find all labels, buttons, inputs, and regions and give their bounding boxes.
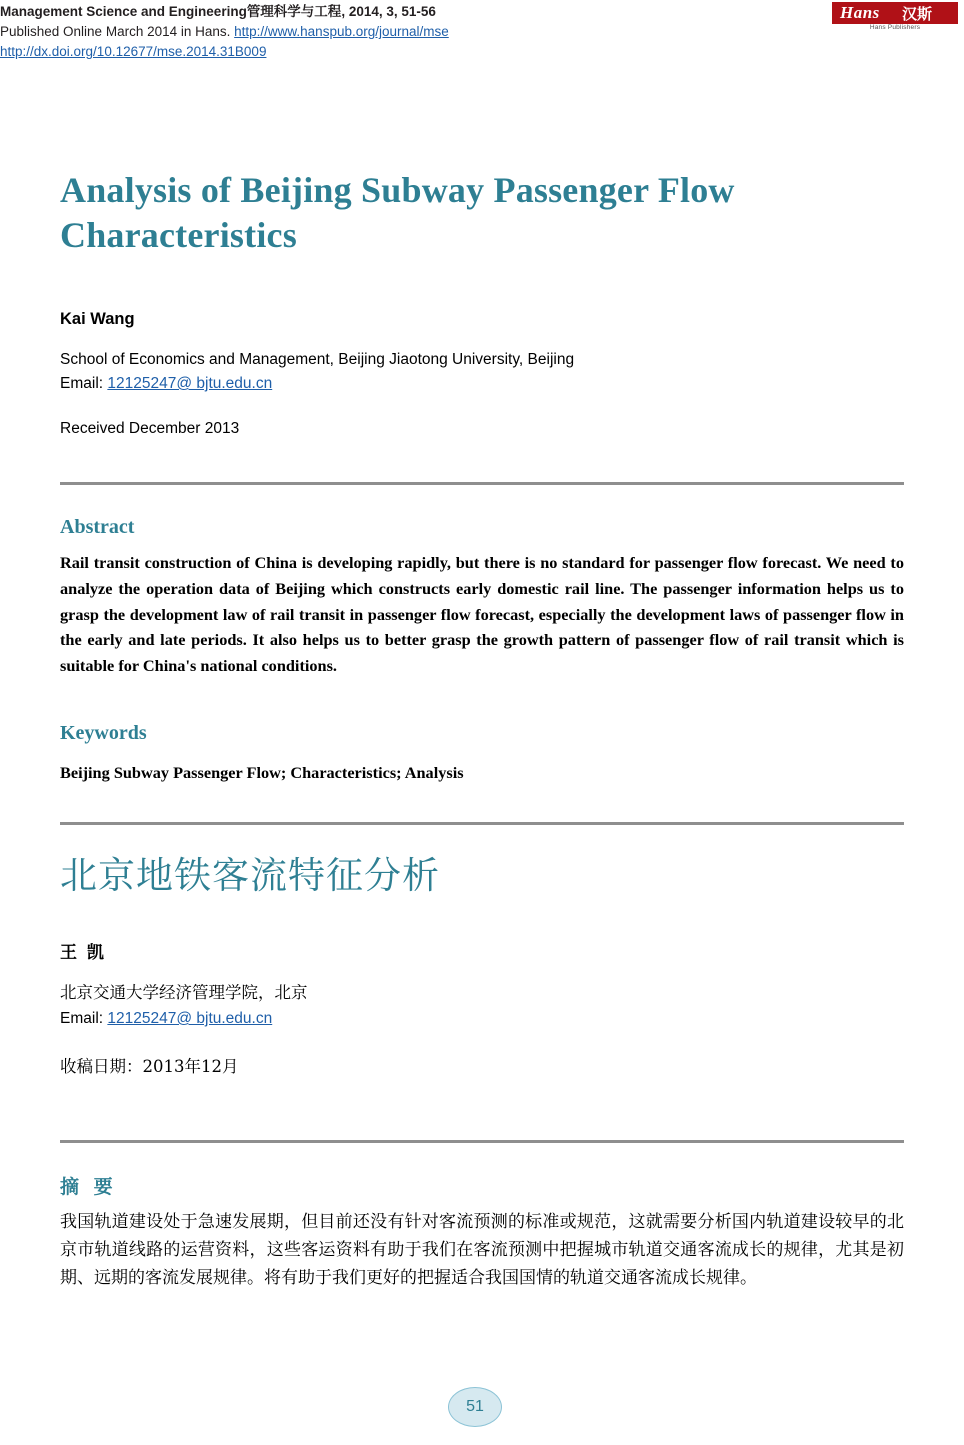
published-online-line — [0, 22, 700, 42]
divider-rule-middle — [60, 822, 904, 825]
keywords-heading-en: Keywords — [60, 722, 147, 744]
keywords-body-en: Beijing Subway Passenger Flow; Characteristics; Analysis — [60, 763, 464, 782]
abstract-heading-cn: 摘 要 — [60, 1176, 117, 1198]
page-title-cn: 北京地铁客流特征分析 — [60, 854, 440, 897]
logo-cn-text: 汉斯 — [902, 5, 933, 23]
published-prefix: Published Online March 2014 in Hans. — [0, 24, 235, 39]
page-title: Analysis of Beijing Subway Passenger Flow Characteristics — [60, 170, 735, 255]
page-number-badge — [448, 1387, 502, 1427]
affiliation-block-en — [60, 348, 880, 396]
received-date-cn: 收稿日期：2013年12月 — [60, 1057, 239, 1076]
page-header — [0, 0, 964, 59]
email-label-cn: Email: — [60, 1010, 108, 1027]
abstract-heading-en: Abstract — [60, 516, 135, 538]
abstract-body-cn: 我国轨道建设处于急速发展期，但目前还没有针对客流预测的标准或规范，这就需要分析国内轨道建设较早的北京市轨道线路的运营资料，这些客运资料有助于我们在客流预测中把握城市轨道交通客流成长的规律，尤其是初期、远期的客流发展规律。将有助于我们更好的把握适合我国国情的轨道交通客流成长规律。 — [60, 1212, 904, 1288]
affiliation-cn: 北京交通大学经济管理学院，北京 — [60, 983, 308, 1002]
doi-line — [0, 42, 700, 62]
page-number: 51 — [466, 1398, 484, 1415]
journal-citation-line — [0, 2, 700, 22]
journal-name-en: Management Science and Engineering — [0, 4, 247, 19]
journal-name-cn: 管理科学与工程 — [246, 4, 342, 20]
affiliation-block-cn — [60, 980, 880, 1032]
divider-rule-top — [60, 482, 904, 485]
journal-url-link[interactable]: http://www.hanspub.org/journal/mse — [234, 24, 449, 39]
logo-wordmark: Hans — [840, 3, 880, 22]
hans-publishers-logo — [832, 2, 958, 32]
author-name-en: Kai Wang — [60, 310, 135, 328]
divider-rule-bottom — [60, 1140, 904, 1143]
received-date-en: Received December 2013 — [60, 420, 240, 437]
journal-volume-info: , 2014, 3, 51-56 — [341, 4, 436, 19]
author-name-cn: 王 凯 — [60, 943, 106, 963]
email-label-en: Email: — [60, 375, 108, 392]
affiliation-en: School of Economics and Management, Beijing Jiaotong University, Beijing — [60, 351, 575, 368]
email-line-en — [60, 372, 880, 396]
email-link-cn[interactable]: 12125247@ bjtu.edu.cn — [107, 1010, 273, 1027]
doi-link[interactable]: http://dx.doi.org/10.12677/mse.2014.31B009 — [0, 44, 267, 59]
email-link-en[interactable]: 12125247@ bjtu.edu.cn — [107, 375, 273, 392]
email-line-cn — [60, 1006, 880, 1032]
abstract-body-en: Rail transit construction of China is developing rapidly, but there is no standard for passenger flow forecast. We need to analyze the operation data of Beijing which constructs early domestic rail line. The passenger information helps us to grasp the development law of rail transit in passenger flow forecast, especially the development laws of passenger flow in the early and late periods. It also helps us to better grasp the growth pattern of passenger flow of rail transit which is suitable for China's national conditions. — [60, 553, 904, 676]
header-citation-block — [0, 2, 700, 62]
logo-subtitle: Hans Publishers — [869, 24, 921, 31]
